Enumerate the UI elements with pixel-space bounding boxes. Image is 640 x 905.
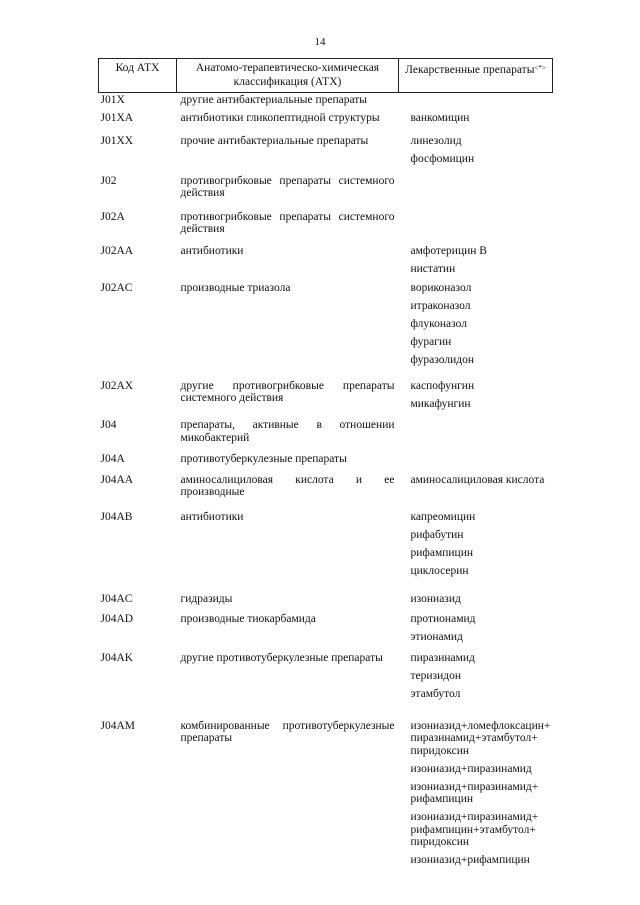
drug-item: изониазид+пиразинамид+ рифампицин xyxy=(410,780,539,805)
drug-list xyxy=(399,244,553,282)
drug-item: линезолид xyxy=(410,135,462,147)
header-drugs xyxy=(399,59,553,93)
atc-classification: гидразиды xyxy=(180,593,233,605)
drug-item: изониазид xyxy=(410,593,461,605)
drug-item: этамбутол xyxy=(410,688,461,700)
drug-item: микафунгин xyxy=(410,397,471,410)
atc-classification: другие антибактериальные препараты xyxy=(180,94,368,106)
atc-code: J01XA xyxy=(100,111,134,124)
atc-classification: противотуберкулезные препараты xyxy=(180,453,347,465)
atc-code: J04AA xyxy=(100,473,134,486)
atc-code: J02A xyxy=(100,210,125,223)
drug-item: теризидон xyxy=(410,670,461,682)
table-row xyxy=(99,418,553,452)
atc-code: J04AK xyxy=(100,652,134,664)
atc-classification: прочие антибактериальные препараты xyxy=(180,135,369,147)
drug-list xyxy=(399,93,553,111)
table-row xyxy=(99,111,553,135)
atc-classification: противогрибковые препараты системного действия xyxy=(180,210,395,235)
drug-item: изониазид+ломефлоксацин+ пиразинамид+этамбутол+ пиридоксин xyxy=(410,719,551,757)
drug-item: вориконазол xyxy=(410,282,472,294)
atc-table xyxy=(98,58,553,871)
atc-classification: антибиотики xyxy=(180,244,244,257)
drug-item: фосфомицин xyxy=(410,153,475,165)
atc-code: J04AD xyxy=(100,612,134,625)
table-body xyxy=(99,93,553,871)
header-classification: Анатомо-терапевтическо-химическая классификация (АТХ) xyxy=(177,59,399,93)
table-row xyxy=(99,379,553,419)
atc-code: J01XX xyxy=(100,135,134,147)
drug-item: рифабутин xyxy=(410,528,464,541)
table-row xyxy=(99,592,553,612)
table-row xyxy=(99,651,553,719)
drug-list xyxy=(399,111,553,135)
atc-code: J04A xyxy=(100,453,125,465)
table-header xyxy=(99,59,553,93)
atc-code: J01X xyxy=(100,94,125,106)
drug-item: изониазид+пиразинамид+ рифампицин+этамбутол+ пиридоксин xyxy=(410,811,539,848)
table-row xyxy=(99,612,553,652)
table-row xyxy=(99,281,553,379)
drug-list xyxy=(399,134,553,174)
drug-list xyxy=(399,612,553,652)
atc-code: J02AA xyxy=(100,244,134,257)
drug-item: итраконазол xyxy=(410,300,471,312)
drug-item: фуразолидон xyxy=(410,354,474,366)
drug-item: рифампицин xyxy=(410,546,474,559)
drug-list xyxy=(399,210,553,244)
atc-code: J04AB xyxy=(100,510,133,523)
atc-classification: производные триазола xyxy=(180,282,291,294)
table-row xyxy=(99,452,553,473)
atc-code: J02AX xyxy=(100,379,134,392)
page-number: 14 xyxy=(314,36,326,48)
header-drugs-label: Лекарственные препараты xyxy=(405,64,535,76)
drug-list xyxy=(399,473,553,510)
drug-list xyxy=(399,174,553,210)
atc-classification: антибиотики xyxy=(180,510,244,523)
atc-classification: другие противогрибковые препараты системного действия xyxy=(180,379,395,404)
drug-list xyxy=(399,379,553,419)
drug-item: протионамид xyxy=(410,612,476,625)
table-row xyxy=(99,93,553,111)
drug-item: ванкомицин xyxy=(410,111,470,124)
drug-item: изониазид+пиразинамид xyxy=(410,762,532,775)
table-row xyxy=(99,174,553,210)
drug-list xyxy=(399,418,553,452)
atc-classification: производные тиокарбамида xyxy=(180,612,316,625)
drug-item: этионамид xyxy=(410,630,463,643)
atc-code: J02 xyxy=(100,174,117,187)
table-row xyxy=(99,473,553,510)
drug-item: фурагин xyxy=(410,336,452,348)
table-row xyxy=(99,244,553,282)
atc-classification: противогрибковые препараты системного действия xyxy=(180,174,395,199)
drug-item: каспофунгин xyxy=(410,379,475,392)
drug-item: флуконазол xyxy=(410,318,467,330)
footnote-mark: <*> xyxy=(534,64,546,72)
drug-list xyxy=(399,281,553,379)
header-code: Код АТХ xyxy=(99,59,177,93)
atc-code: J04 xyxy=(100,419,117,431)
drug-list xyxy=(399,510,553,593)
drug-item: капреомицин xyxy=(410,510,476,523)
drug-list xyxy=(399,452,553,473)
drug-item: амфотерицин В xyxy=(410,244,487,257)
atc-classification: препараты, активные в отношении микобактерий xyxy=(180,419,395,444)
drug-item: аминосалициловая кислота xyxy=(410,473,545,486)
drug-item: пиразинамид xyxy=(410,652,475,664)
table-row xyxy=(99,134,553,174)
drug-list xyxy=(399,592,553,612)
atc-classification: комбинированные противотуберкулезные препараты xyxy=(180,719,395,744)
atc-classification: антибиотики гликопептидной структуры xyxy=(180,111,380,124)
atc-code: J04AM xyxy=(100,719,136,732)
table-row xyxy=(99,719,553,871)
drug-item: нистатин xyxy=(410,262,456,275)
table-row xyxy=(99,510,553,593)
atc-classification: другие противотуберкулезные препараты xyxy=(180,652,383,664)
atc-classification: аминосалициловая кислота и ее производные xyxy=(180,473,395,498)
drug-item: циклосерин xyxy=(410,564,469,577)
drug-list xyxy=(399,719,553,871)
atc-code: J04AC xyxy=(100,593,133,605)
table-row xyxy=(99,210,553,244)
atc-code: J02AC xyxy=(100,282,133,294)
drug-item: изониазид+рифампицин xyxy=(410,854,530,866)
drug-list xyxy=(399,651,553,719)
